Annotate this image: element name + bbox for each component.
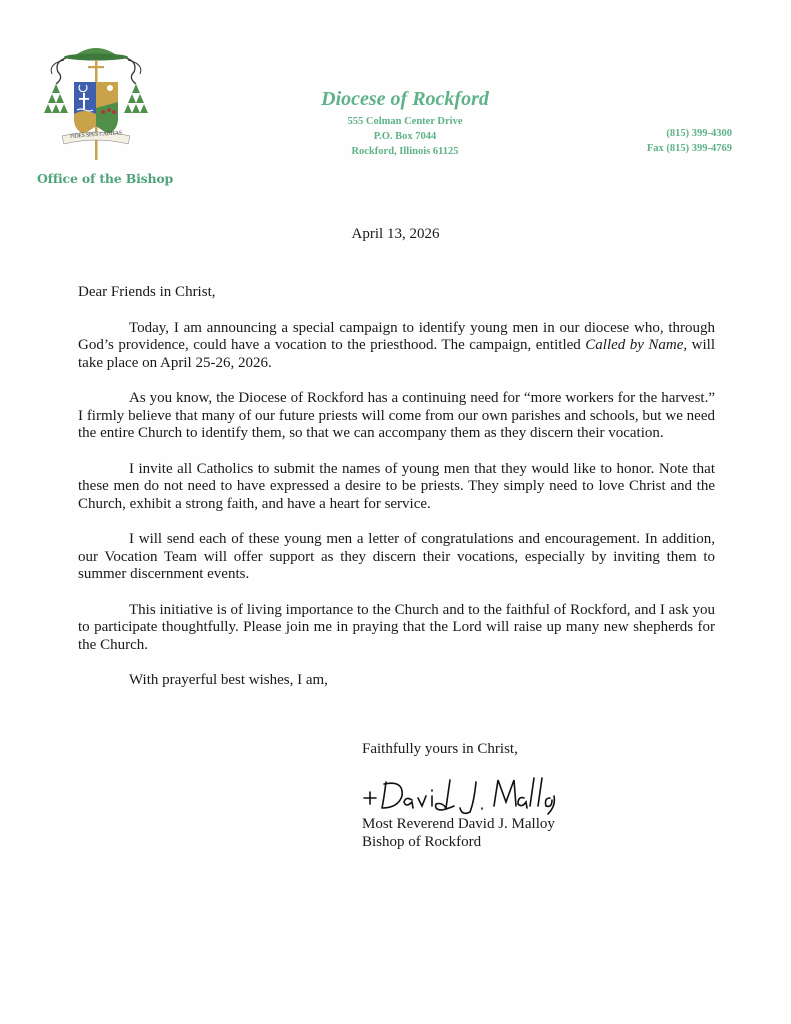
paragraph (78, 320, 715, 373)
signer-name: Most Reverend David J. Malloy (362, 816, 555, 832)
signer-block (362, 815, 612, 851)
letter-body (78, 284, 715, 708)
address-line: 555 Colman Center Drive (347, 116, 463, 127)
office-of-the-bishop-label: Office of the Bishop (36, 171, 174, 186)
paragraph: This initiative is of living importance to the Church and to the faithful of Rockford, and I ask you to participate thoughtfully. Please join me in praying that the Lord will raise up many new shepherds for the Church. (78, 601, 715, 653)
address-line: P.O. Box 7044 (373, 131, 437, 142)
paragraph-text: will take place on April 25-26, 2026. (78, 337, 715, 371)
organization-name: Diocese of Rockford (321, 88, 489, 110)
closing-line: With prayerful best wishes, I am, (129, 672, 328, 688)
phone-number: (815) 399-4300 (666, 128, 732, 139)
paragraph-text: Today, I am announcing a special campaign to identify young men in our diocese who, through God’s providence, could have a vocation to the priesthood. The campaign, entitled (78, 319, 715, 353)
handwritten-signature (360, 772, 560, 816)
letter-date: April 13, 2026 (351, 226, 440, 242)
complimentary-close: Faithfully yours in Christ, (362, 741, 518, 757)
address-line: Rockford, Illinois 61125 (351, 146, 459, 157)
coat-of-arms-icon (44, 38, 148, 168)
mailing-address (300, 114, 510, 159)
paragraph: I invite all Catholics to submit the names of young men that they would like to honor. Note that these men do not need to have expressed a desire to be priests. They simply need to love Christ and the Church, exhibit a strong faith, and have a heart for service. (78, 460, 715, 512)
crest-motto: FIDES SPES CARITAS (69, 130, 123, 140)
salutation: Dear Friends in Christ, (78, 284, 216, 300)
fax-number: Fax (815) 399-4769 (646, 143, 732, 154)
paragraph: I will send each of these young men a letter of congratulations and encouragement. In addition, our Vocation Team will offer support as they discern their vocations, especially by inviting them to summer discernment events. (78, 531, 715, 582)
signer-title: Bishop of Rockford (362, 834, 482, 850)
contact-numbers (600, 126, 732, 156)
paragraph: As you know, the Diocese of Rockford has a continuing need for “more workers for the harvest.” I firmly believe that many of our future priests will come from our own parishes and schools, but we need the entire Church to identify them, so that we can accompany them as they discern their vocation. (78, 390, 715, 441)
campaign-name: Called by Name, (585, 337, 688, 353)
